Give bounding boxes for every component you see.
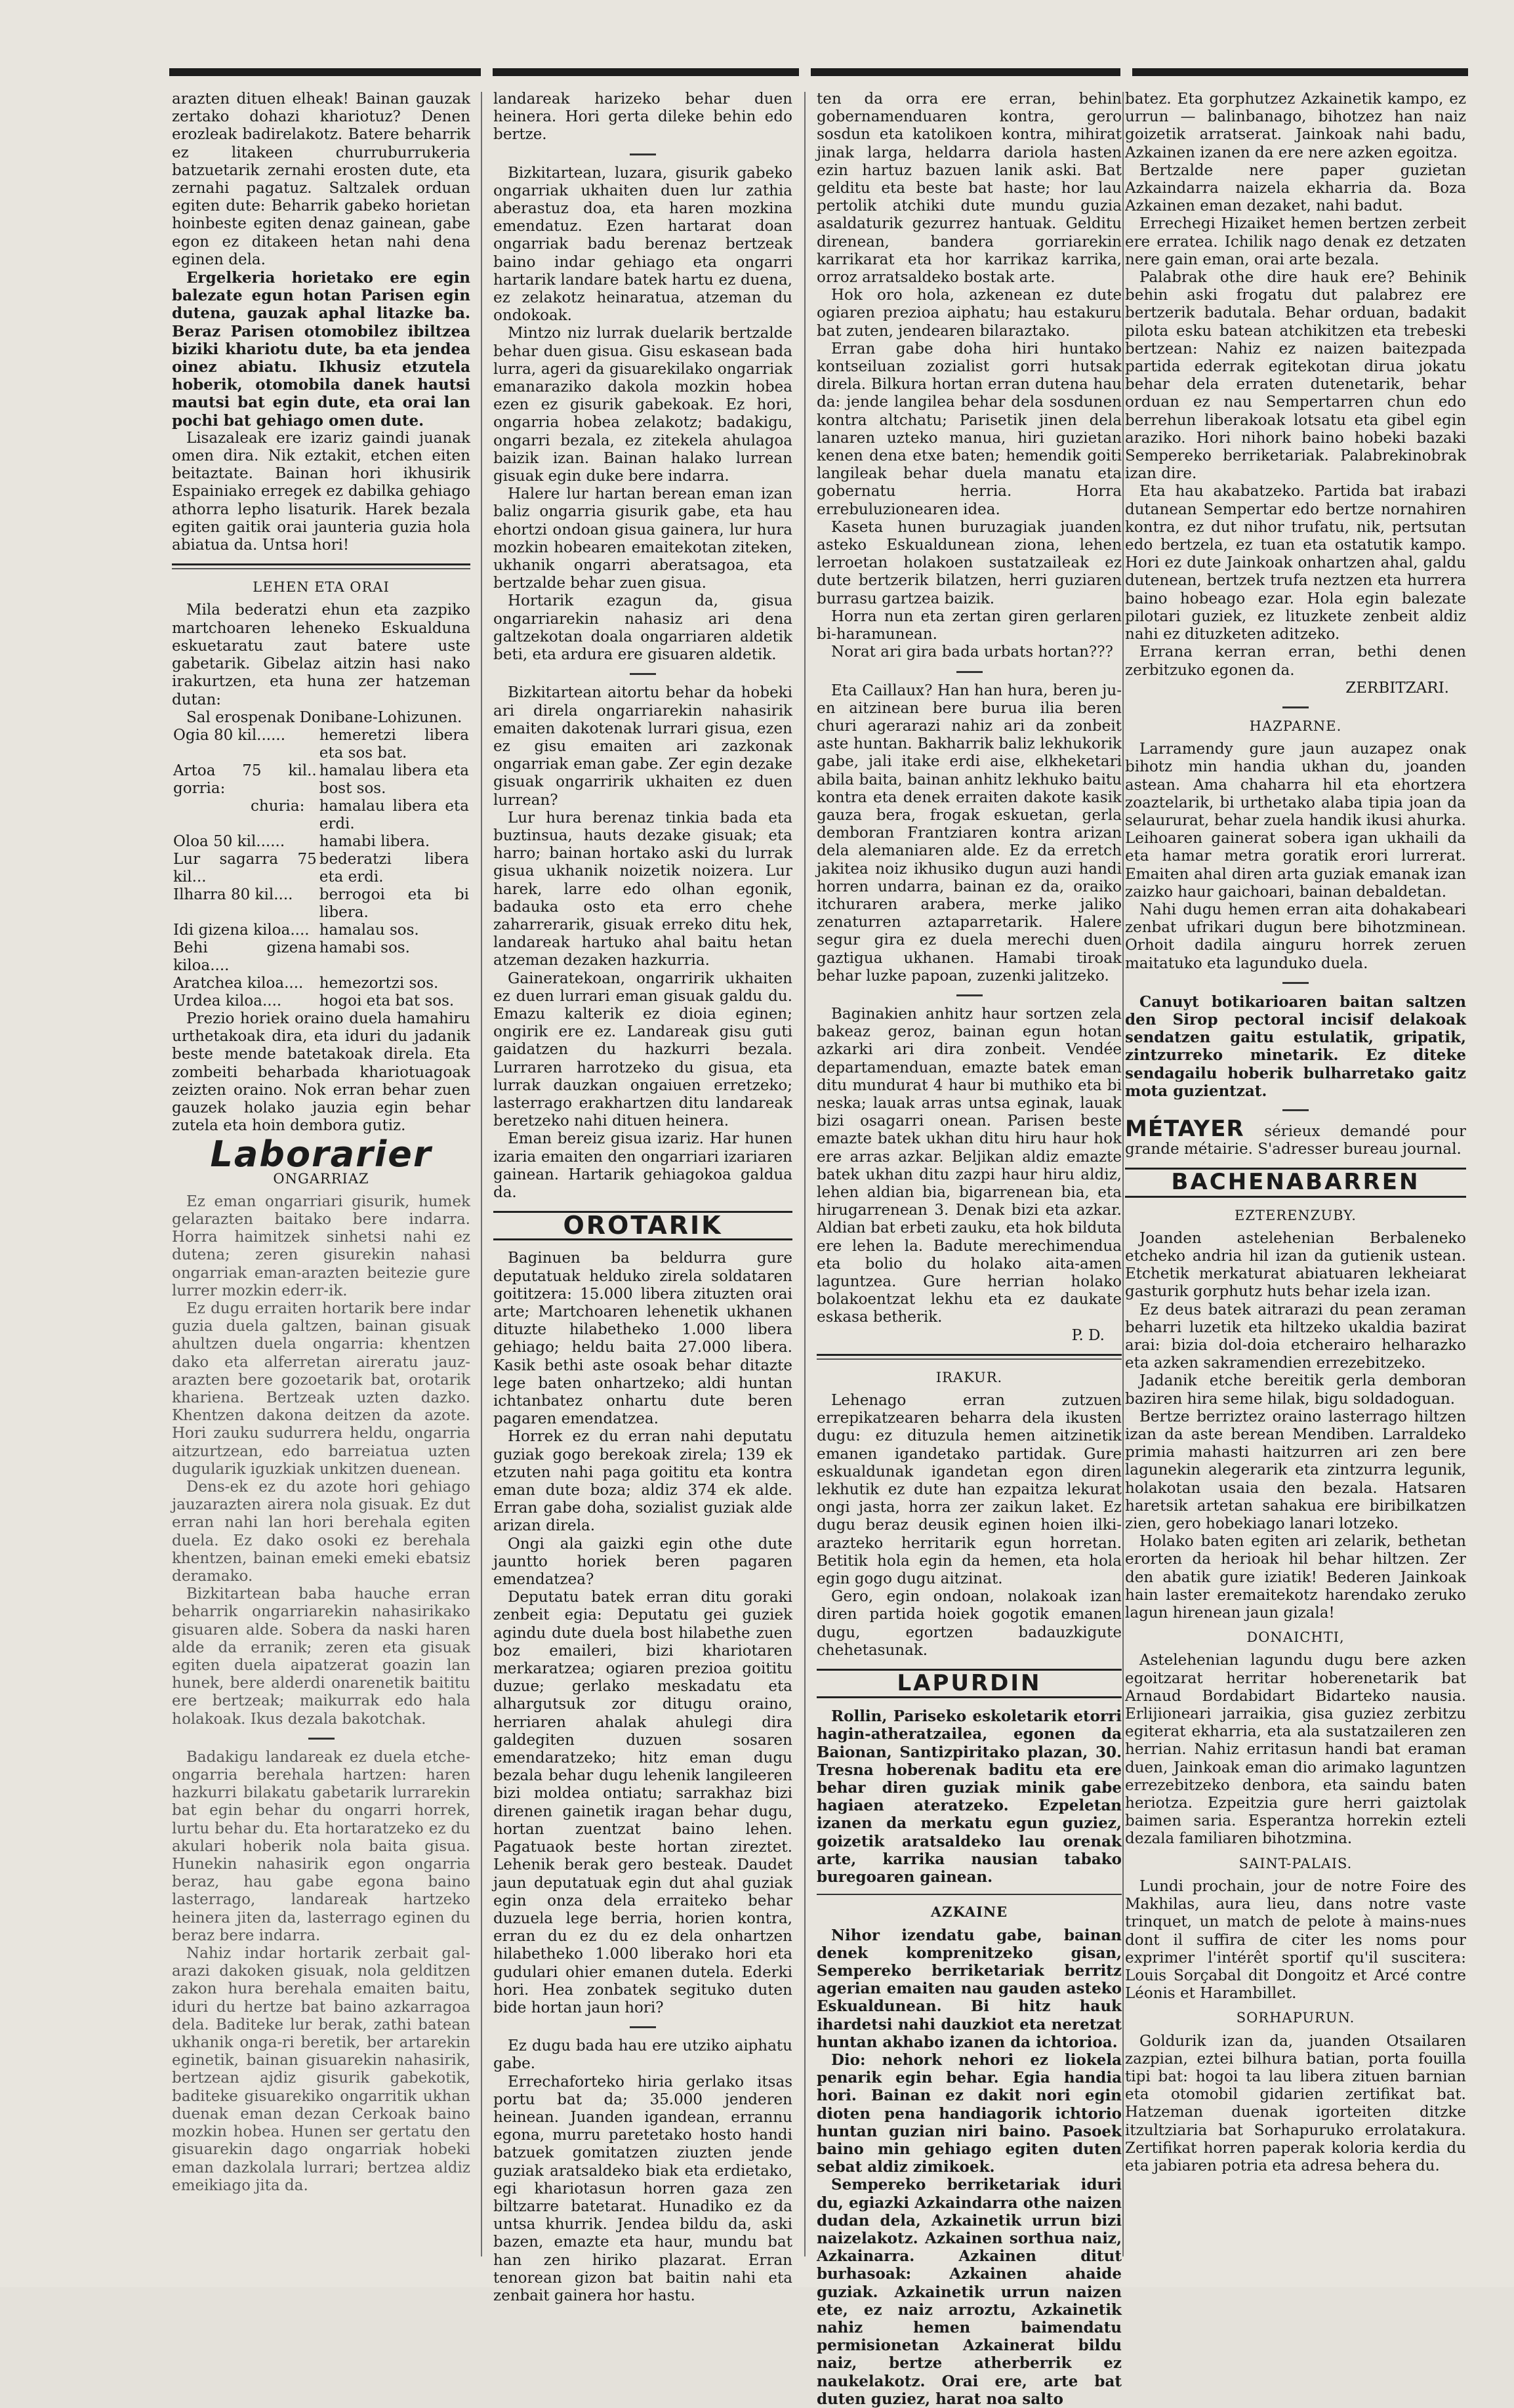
paragraph: Ez dugu bada hau ere utziko aiphatu gabe.: [493, 2037, 792, 2073]
paragraph: Eta Caillaux? Han han hura, beren ju-en aitzinean bere burua ilia beren churi agerarazi nahiz ari da zonbeit aste huntan. Bakharrik baliz lekhukorik gabe, jali itake erdi aise, elkheketari abila baita, bainan anhitz lekhuko baitu kontra eta denek erraiten dakote kasik gauza bera, frogak eskuetan, gerla demboran Frantziaren kontra arizan dela alemaniaren alde. Ez da erretch jakitea noiz ikhusiko dugun auzi handi horren undarra, bainan ez da, oraiko itchuraren arabera, merke jaliko zenaturren aztaparretarik. Halere segur gira ez duela merechi duen gaztigua ukhanen. Hamabi tiroak behar luzke papoan, zuzenki jalitzeko.: [817, 682, 1122, 985]
table-row: [172, 975, 470, 992]
paragraph: Rollin, Pariseko eskoletarik etorri hagin-atheratzailea, egonen da Baionan, Santizpiritako plazan, 30. Tresna hoberenak baditu eta ere behar diren guziak minik gabe hagiaen ateratzeko. Ezpeletan izanen da merkatu egun guziez, goizetik aratsaldeko lau orenak arte, karrika nausian tabako buregoaren gainean.: [817, 1707, 1122, 1887]
paragraph: Ez eman ongarriari gisurik, humek gelarazten baitako bere indarra. Horra haimitzek sinhetsi nahi ez dutena; zeren gisurekin nahasi ongarriak eman-arazten beitezie gure lurrer mozkin ederr-ik.: [172, 1193, 470, 1299]
paragraph: Prezio horiek oraino duela hamahiru urthetakoak dira, eta iduri du jadanik beste mende batetakoak direla. Eta zombeiti beharbada khariotuagoak zeizten oraino. Nok erran behar zuen gauzek holako jauzia egin behar zutela eta hoin dembora gutiz.: [172, 1010, 470, 1135]
paragraph: Nihor izendatu gabe, bainan denek komprenitzeko gisan, Sempereko berriketariak berritz agerian emaiten nau gauden asteko Eskualdunean. Bi hitz hauk ihardetsi nahi dauzkiot eta neretzat huntan akhabo izanen da ichtorioa.: [817, 1926, 1122, 2051]
paragraph: Gero, egin ondoan, nolakoak izan diren partida hoiek gogotik emanen dugu, egortzen badauzkigute chehetasunak.: [817, 1588, 1122, 1659]
item: Aratchea kiloa....: [173, 974, 304, 992]
orotarik-heading: OROTARIK: [493, 1211, 792, 1240]
table-row: [172, 762, 470, 798]
lapurdin-heading: LAPURDIN: [817, 1669, 1122, 1698]
separator-dash: [956, 671, 983, 673]
paragraph: Jadanik etche bereitik gerla demboran baziren hira seme hilak, bigu soldadoguan.: [1125, 1372, 1466, 1408]
section-title: HAZPARNE.: [1249, 718, 1342, 734]
separator-dash: [956, 994, 983, 996]
separator-dash: [308, 1738, 335, 1740]
paragraph: Mila bederatzi ehun eta zazpiko martchoaren leheneko Eskualduna eskuetaratu zaut batere uste gabetarik. Gibelaz aitzin hasi nako irakurtzen, eta huna zer hatzeman dutan:: [172, 602, 470, 708]
separator-dash: [630, 2026, 656, 2028]
paragraph: Dio: nehork nehori ez liokela penarik egin behar. Egia handia hori. Bainan ez dakit nori egin dioten pena handiagorik ichtorio huntan guzian niri baino. Pasoek baino min gehiago egiten duten sebat aldiz zimikoek.: [817, 2051, 1122, 2176]
column-3: [817, 91, 1122, 2408]
section-title: EZTERENZUBY.: [1235, 1207, 1357, 1223]
paragraph: Ez dugu erraiten hortarik bere indar guzia duela galtzen, bainan gisuak ahultzen duela ongarria: khentzen dako eta alferretan aireratu jauz-arazten bere gozoetarik bat, orotarik khariena. Bertzeak uzten dazko. Khentzen dakona deitzen da azote. Hori zauku sudurrera heldu, ongarria aitzurtzean, edo barreiatua uzten dugularik iguzkiak unkitzen duenean.: [172, 1299, 470, 1478]
paragraph: Deputatu batek erran ditu goraki zenbeit egia: Deputatu gei guziek agindu dute duela bost hilabethe zuen boz emaileri, bizi khariotaren merkaratzea; ogiaren prezioa goititu duzue; gerlako meskadatu eta alhargutsuk zor ditugu oraino, herriaren ahalak ahulegi dira galdegiten duzuen sosaren emendaratzeko; hitz eman dugu bezala behar dugu lehenik langileeren bizi moldea ontiatu; sarrakhaz bizi direnen gainetik iragan behar dugu, hortan zuentzat baino lehen. Pagatuaok beste hortan zireztet. Lehenik berak gero besteak. Daudet jaun deputatuak egin dut ahal guziak egin onza dela erraiteko behar duzuela lege berria, horien kontra, erran du ez du ez dela onhartzen hilabetheko 1.000 liberako hori eta gudulari ohier emanen dutela. Ederki hori. Hea zonbatek segituko duten bide hortan jaun hori?: [493, 1589, 792, 2016]
price: hogoi eta bat sos.: [319, 992, 455, 1010]
paragraph: Bertze berriztez oraino lasterrago hiltzen izan da aste berean Mendiben. Larraldeko primia mahasti haitzurren ari zen bere lagunekin alegerarik eta zintzurra legunik, holakotan usaia den bezala. Hatsaren haretsik artetan sahakua ere biribilkatzen zien, gero hobekiago lanari lotzeko.: [1125, 1408, 1466, 1533]
column-1: [172, 91, 470, 2268]
ad-text: sérieux demandé pour grande métairie. S'adresser bureau journal.: [1125, 1122, 1467, 1158]
paragraph: Joanden astelehenian Berbaleneko etcheko andria hil izan da gutienik ustean. Etchetik merkaturat abiatuaren lekheiarat gasturik gorphutz huts behar izela izan.: [1125, 1229, 1466, 1301]
paragraph: Bizkitartean aitortu behar da hobeki ari direla ongarriarekin nahasirik emaiten dakotenak lurrari gisua, ezen ez gisu emaiten ari zazkonak ongarriak eman gabe. Zer egin dezake gisuak ongarririk ukhaiten ez duen lurrean?: [493, 684, 792, 809]
column-2: [493, 91, 792, 2304]
price: hamalau libera eta bost sos.: [319, 762, 469, 797]
paragraph: Sal erospenak Donibane-Lohizunen.: [186, 708, 462, 726]
paragraph: Erran gabe doha hiri huntako kontseiluan zozialist gorri hutsak direla. Bilkura hortan erran dutena hau da: jende langilea behar dela sosdunen kontra altchatu; Parisetik jinen dela lanaren uzteko manua, hiri guzietan kenen dena etxe baten; hemendik goiti langileak behar duela manatu eta gobernatu herria. Horra errebuluzionearen idea.: [817, 340, 1122, 518]
separator-dash: [630, 673, 656, 675]
section-title: SAINT-PALAIS.: [1238, 1855, 1353, 1871]
section-title: DONAICHTI,: [1246, 1629, 1345, 1646]
paragraph: Errana kerran erran, bethi denen zerbitzuko egonen da.: [1125, 643, 1466, 679]
paragraph: Ez deus batek aitrarazi du pean zeraman beharri luzetik eta hiltzeko ukaldia bazirat arai: bizia dol-doia etcherairo helharazko eta azken sakramendien errezebitzeko.: [1125, 1301, 1466, 1372]
table-row: [172, 798, 470, 833]
section-title: AZKAINE: [930, 1904, 1008, 1921]
price: hamabi libera.: [319, 832, 430, 850]
paragraph: Norat ari gira bada urbats hortan???: [831, 643, 1113, 661]
item: Oloa 50 kil......: [173, 832, 285, 850]
price: berrogoi eta bi libera.: [319, 886, 469, 921]
price: hemeretzi libera eta sos bat.: [319, 726, 469, 762]
bachenabarren-heading: BACHENABARREN: [1125, 1168, 1466, 1197]
price: bederatzi libera eta erdi.: [319, 850, 469, 886]
paragraph: arazten dituen elheak! Bainan gauzak zertako dohazi khariotuz? Denen erozleak badirelakotz. Batere beharrik ez litakeen churruburrukeria batzuetarik zernahi erosten dute, eta zernahi pagatuz. Saltzalek orduan egiten dute: Beharrik gabeko horietan hoinbeste egiten denaz gainean, gabe egon ez ditakeen hetan nahi dena eginen dela.: [172, 91, 470, 268]
paragraph: Mintzo niz lurrak duelarik bertzalde behar duen gisua. Gisu eskasean bada lurra, ageri da gisuarekilako ongarriak emanaraziko dakola mozkin hobea ezen ez gisurik gabekoak. Ez hori, ongarria hobea zelakotz; badakigu, ongarri bezala, ez zitekela ahulagoa baizik izan. Bainan halako lurrean gisuak egin duke bere indarra.: [493, 325, 792, 485]
section-title: SORHAPURUN.: [1236, 2010, 1355, 2026]
paragraph: Errechaforteko hiria gerlako itsas portu bat da; 35.000 jenderen heinean. Juanden igandean, errannu egona, murru paretetako hosto handi batzuek gomitatzen ziuzten jende guziak aratsaldeko biak eta erdietako, egi khariotasun horren gaza zen biltzarre batetarat. Hunadiko ez da untsa khurrik. Jendea bildu da, aski bazen, emazte eta haur, mundu bat han zen hiriko plazarat. Erran tenorean gizon bat baitin nahi eta zenbait gainera hor hastu.: [493, 2073, 792, 2304]
paragraph: Lur hura berenaz tinkia bada eta buztinsua, hauts dezake gisuak; eta harro; bainan hortako aski du lurrak gisua ukhanik noizetik noizera. Lur harek, larre edo olhan egonik, badauka osto eta erro chehe zaharrerarik, gisuak erreko ditu hek, landareak hartuko ahal baitu hetan atzeman dezaken hazkurria.: [493, 809, 792, 969]
separator-dash: [630, 153, 656, 155]
paragraph: Baginuen ba beldurra gure deputatuak helduko zirela soldataren goititzera: 15.000 libera zituzten orai arte; Martchoaren lehenetik ukhanen dituzte hilabetheko 1.000 libera gehiago; heldu baita 27.000 libera. Kasik bethi aste osoak behar ditazte lege baten onhartzeko; aldi huntan ichtanbatez onhartu dute beren pagaren emendatzea.: [493, 1250, 792, 1428]
table-row: [172, 939, 470, 975]
table-row: [172, 727, 470, 762]
item: Lur sagarra 75 kil...: [173, 850, 317, 886]
paragraph: Nahiz indar hortarik zerbait gal-arazi dakoken gisuak, nola gelditzen zakon hura berehala emaiten baitu, iduri du hertze bat baino azkarragoa dela. Baditeke lur berak, zathi batean ukhanik onga-ri beretik, ber artarekin eginetik, bainan gisuarekin nahasirik, bertzean ajdiz gisurik gabekotik, baditeke gisuarekiko ongarritik ukhan duenak eman dezan Cerkoak baino mozkin hobea. Hunen ser gertatu den gisuarekin dago ongarriak hobeki eman dazkolala lurrari; bertzea aldiz emeikiago jita da.: [172, 1945, 470, 2194]
section-separator: [817, 1894, 1122, 1895]
paragraph: Badakigu landareak ez duela etche-ongarria berehala hartzen: haren hazkurri bilakatu gabetarik lurrarekin bat egin behar du ongarri horrek, lurtu behar du. Eta hortaratzeko ez du akulari hoberik nola baita gisua. Hunekin nahasirik egon ongarria beraz, hau gabe egona baino lasterrago, landareak hartzeko heinera jiten da, lasterrago eginen du beraz bere indarra.: [172, 1748, 470, 1944]
advertisement: Canuyt botikarioaren baitan saltzen den Sirop pectoral incisif delakoak sendatzen gaitu estulatik, gripatik, zintzurreko minetarik. Ez diteke sendagailu hoberik bulharretako gaitz mota guzientzat.: [1125, 992, 1466, 1100]
paragraph: landareak harizeko behar duen heinera. Hori gerta dileke behin edo bertze.: [493, 91, 792, 144]
item: Ogia 80 kil......: [173, 726, 286, 744]
paragraph: Eman bereiz gisua izariz. Har hunen izaria emaiten den ongarriari izariaren gainean. Hartarik gehiagokoa galdua da.: [493, 1130, 792, 1201]
paragraph: Goldurik izan da, juanden Otsailaren zazpian, eztei bilhura batian, porta fouilla tipi bat: hogoi ta lau libera zituen barnian eta otomobil gidarien zertifikat bat. Hatzeman duenak igorteiten ditzke itzultziaria bat Sorhapuruko errolatakura. Zertifikat horren paperak koloria kerdia du eta jabiaren potria eta adresa behera du.: [1125, 2032, 1466, 2174]
paragraph: Larramendy gure jaun auzapez onak bihotz min handia ukhan du, joanden astean. Ama chaharra hil eta ehortzera zoaztelarik, bi urthetako alaba tipia joan da selaururat, behar zuela handik ikusi ahurka. Leihoaren gainerat sobera igan ukhaili da eta hamar metra goratik erori lurrerat. Emaiten ahal diren arta guziak emanak izan zaizko haur gaichoari, bainan debaldetan.: [1125, 741, 1466, 901]
paragraph: Dens-ek ez du azote hori gehiago jauzarazten airera nola gisuak. Ez dut erran nahi lan hori berehala egiten duela. Ez dako osoki ez berehala khentzen, bainan emeki emeki ebatsiz deramako.: [172, 1478, 470, 1585]
price: hemezortzi sos.: [319, 974, 439, 992]
paragraph: ten da orra ere erran, behin gobernamenduaren kontra, gero sosdun eta katolikoen kontra, mihirat jinak larga, heldarra dariola hasten ezin hartuz bazuen lanik aski. Bat gelditu eta beste bat haste; hor lau pertolik atchiki dute mundu guzia asaldaturik gezurrez hantuak. Gelditu direnean, bandera gorriarekin karrikarat eta hor karrikaz karrika, orroz arratsaldeko bostak arte.: [817, 91, 1122, 287]
paragraph: Hortarik ezagun da, gisua ongarriarekin nahasiz ari dena galtzekotan doala ongarriaren aldetik beti, eta ardura ere gisuaren aldetik.: [493, 592, 792, 664]
section-title: ONGARRIAZ: [273, 1170, 369, 1187]
item: Ilharra 80 kil....: [173, 886, 293, 903]
ad-headline: MÉTAYER: [1125, 1115, 1244, 1142]
paragraph: Holako baten egiten ari zelarik, bethetan erorten da herioak hil behar hiltzen. Zer den abatik gure iziatik! Bederen Jainkoak hain laster eremaitekotz harendako zeruko lagun hirenean jaun gizala!: [1125, 1533, 1466, 1622]
paragraph: Kaseta hunen buruzagiak juanden asteko Eskualdunean ziona, lehen lerroetan holakoen sustatzaileak ez dute bertzerik bilatzen, herri guziaren burrasu gartzea baizik.: [817, 518, 1122, 607]
separator-dash: [1282, 706, 1309, 708]
item: Behi gizena kiloa....: [173, 939, 317, 974]
paragraph: batez. Eta gorphutzez Azkainetik kampo, ez urrun — balinbanago, bihotzez han naiz goizetik arratserat. Jainkoak nahi badu, Azkainen izanen da ere nere azken egoitza.: [1125, 91, 1466, 161]
paragraph: Gaineratekoan, ongarririk ukhaiten ez duen lurrari eman gisuak galdu du. Emazu kalterik ez dioia eginen; ongirik ere ez. Landareak gisu guti gaidatzen du hazkurri bezala. Lurraren harrotzeko du gisua, eta lurrak dauzkan ongaiuen erretzeko; lasterrago erakhartzen ditu landareak beretzeko nahi dituen heinera.: [493, 969, 792, 1130]
price: hamabi sos.: [319, 939, 410, 956]
paragraph: Ongi ala gaizki egin othe dute jauntto horiek beren pagaren emendatzea?: [493, 1535, 792, 1589]
paragraph: Astelehenian lagundu dugu bere azken egoitzarat herritar hoberenetarik bat Arnaud Bordabidart Bidarteko nausia. Erlijioneari jarraikia, gisa guziez zerbitzu egiterat ekharria, eta ala sustatzaileren zen herrian. Nahiz erritasun handi bat eraman duen, Jainkoak eman dio arimako laguntzen errezebitzeko denbora, eta saindu baten heriotza. Ezpeitzia gure herri gaiztolak baimen saria. Esperantza horrekin ezteli dezala familiaren bihotzmina.: [1125, 1652, 1466, 1848]
metayer-ad: [1125, 1115, 1467, 1158]
item: Urdea kiloa....: [173, 992, 282, 1010]
paragraph: Horrek ez du erran nahi deputatu guziak gogo berekoak zirela; 139 ek etzuten nahi paga goititu eta kontra eman dute boza; aldiz 374 ek alde. Erran gabe doha, sozialist guziak alde arizan direla.: [493, 1428, 792, 1535]
column-divider: [1122, 92, 1124, 2256]
separator-dash: [1282, 1109, 1309, 1111]
top-rule: [169, 68, 1468, 76]
section-title: LEHEN ETA ORAI: [253, 579, 390, 596]
section-separator: [172, 563, 470, 569]
signature: ZERBITZARI.: [1345, 679, 1449, 697]
paragraph: Hok oro hola, azkenean ez dute ogiaren prezioa aiphatu; hau estakuru bat zuten, jendearen bilaraztako.: [817, 287, 1122, 340]
price: hamalau sos.: [319, 921, 419, 939]
column-divider: [804, 92, 806, 2256]
section-separator: [817, 1354, 1122, 1360]
table-row: [172, 833, 470, 851]
paragraph: Bizkitartean baba hauche erran beharrik ongarriarekin nahasirikako gisuaren alde. Sobera da naski haren alde da erranik; zeren eta gisuak egiten duela aipatzerat goazin lan hunek, bere alderdi onarenetik baititu ere bertzeak; maikurrak edo hala holakoak. Ikus dezala bakotchak.: [172, 1585, 470, 1728]
paragraph: Bertzalde nere paper guzietan Azkaindarra naizela ekharria da. Boza Azkainen eman dezaket, nahi badut.: [1125, 161, 1466, 215]
separator-dash: [1282, 982, 1309, 984]
paragraph: Eta hau akabatzeko. Partida bat irabazi dutanean Sempertar edo bertze nornahiren kontra, ez dut nihor trufatu, nik, pertsutan edo bertzela, ez tuan eta ostatutik kampo. Hori ez dute Jainkoak onhartzen ahal, galdu dutenean, bertzek trufa neztzen eta hurrera baino hobeago ezar. Hola egin balezate pilotari guziek, ez lituzkete zenbeit aldiz nahi ez dituzketen aditzeko.: [1125, 483, 1466, 643]
paragraph: Sempereko berriketariak iduri du, egiazki Azkaindarra othe naizen dudan dela, Azkainetik urrun bizi naizelakotz. Azkainen sorthua naiz, Azkainarra. Azkainen ditut burhasoak: Azkainen ahaide guziak. Azkainetik urrun naizen ete, ez naiz arroztu, Azkainetik nahiz hemen baimendatu permisionetan Azkainerat bildu naiz, bertze atherberrik ez naukelakotz. Orai ere, arte bat duten guziez, harat noa salto: [817, 2176, 1122, 2408]
laborarier-masthead: Laborarier: [210, 1133, 432, 1175]
paragraph: Ergelkeria horietako ere egin balezate egun hotan Parisen egin dutena, gauzak aphal litazke ba. Beraz Parisen otomobilez ibiltzea biziki khariotu dute, ba eta jendea oinez abiatu. Ikhusiz etzutela hoberik, otomobila danek hautsi mautsi bat egin dute, eta orai lan pochi bat gehiago omen dute.: [172, 269, 470, 430]
column-divider: [481, 92, 482, 2256]
table-row: [172, 851, 470, 886]
paragraph: Horra nun eta zertan giren gerlaren bi-haramunean.: [817, 607, 1122, 643]
paragraph: Nahi dugu hemen erran aita dohakabeari zenbat ufrikari dugun bere bihotzminean. Orhoit dadila ainguru horrek zeruen maitatuko eta lagunduko duela.: [1125, 901, 1466, 972]
paragraph: Lundi prochain, jour de notre Foire des Makhilas, aura lieu, dans notre vaste trinquet, un match de pelote à mains-nues dont il suffira de citer les noms pour exprimer l'intérêt sportif qu'il suscitera: Louis Sorçabal dit Dongoitz et Arcé contre Léonis et Harambillet.: [1125, 1877, 1466, 2003]
column-4: [1125, 91, 1466, 2268]
item: churia:: [251, 797, 305, 815]
price: hamalau libera eta erdi.: [319, 797, 469, 832]
table-row: [172, 922, 470, 939]
table-row: [172, 886, 470, 922]
signature: P. D.: [1071, 1326, 1105, 1344]
table-row: [172, 992, 470, 1010]
section-title: IRAKUR.: [935, 1369, 1003, 1385]
paragraph: Halere lur hartan berean eman izan baliz ongarria gisurik gabe, eta hau ehortzi ondoan gisua gainera, lur hura mozkin hobearen emaitekotan ziteken, ukhanik ongarri aberatsagoa, eta bertzalde behar zuen gisua.: [493, 485, 792, 592]
paragraph: Palabrak othe dire hauk ere? Behinik behin aski frogatu dut palabrez ere bertzerik badutala. Behar orduan, badakit pilota esku batean atchikitzen eta trebeski bertzean: Nahiz ez naizen baitezpada partida ederrak egitekotan dirua jokatu behar dela erraten dutenetarik, behar orduan ez nau Sempertarren chun edo berrehun liberakoak lotsatu eta gibel egin araziko. Hori nihork baino hobeki bazaki Sempereko berriketariak. Palabrekinobrak izan dire.: [1125, 269, 1466, 483]
price-table: [172, 727, 470, 1010]
paragraph: Lehenago erran zutzuen errepikatzearen beharra dela ikusten dugu: ez dituzula hemen aitzinetik emanen igandetako partidak. Gure eskualdunak igandetan egon diren lekhutik ez dute han ezpaitza lekurat ongi jasta, horra zer zaikun laket. Ez dugu beraz deusik eginen hoien ilki-arazteko herritarik egun horretan. Betitik hola egin da hemen, eta hola egin gogo dugu aitzinat.: [817, 1392, 1122, 1588]
item: Artoa 75 kil.. gorria:: [173, 762, 317, 797]
paragraph: Lisazaleak ere izariz gaindi juanak omen dira. Nik eztakit, etchen eiten beitaztate. Bainan hori ikhusirik Espainiako erregek ez dabilka gehiago athorra lepho lisaturik. Harek bezala egiten gaitik orai jaunteria guzia hola abiatua da. Untsa hori!: [172, 429, 470, 554]
paragraph: Bizkitartean, luzara, gisurik gabeko ongarriak ukhaiten duen lur zathia aberastuz doa, eta haren mozkina emendatuz. Ezen hartarat doan ongarriak badu berenaz bertzeak baino indar gehiago eta ongarri hartarik landare batek hartu ez duena, ez zelakotz heinaratua, atzeman du ondokoak.: [493, 164, 792, 325]
paragraph: Errechegi Hizaiket hemen bertzen zerbeit ere erratea. Ichilik nago denak ez detzaten nere gain eman, orai arte bezala.: [1125, 215, 1466, 268]
paragraph: Baginakien anhitz haur sortzen zela bakeaz geroz, bainan egun hotan azkarki ari dira zonbeit. Vendée departamenduan, emazte batek eman ditu mundurat 4 haur bi muthiko eta bi neska; lauak arras untsa eginak, lauak bizi osagarri onean. Parisen beste emazte batek ukhan ditu hiru haur hok ere arras azkar. Beljikan aldiz emazte batek ukhan ditu zazpi haur hiru aldiz, lehen aldian bia, bigarrenean bia, eta hirugarrenean 3. Denak bizi eta azkar. Aldian bat erbeti zauku, eta hok bilduta ere lehen la. Badute merechimendua eta bolio du holako aita-amen laguntzea. Gure herrian holako bolakoentzat lekhu eta ez daukate eskasa betherik.: [817, 1005, 1122, 1326]
item: Idi gizena kiloa....: [173, 921, 310, 939]
